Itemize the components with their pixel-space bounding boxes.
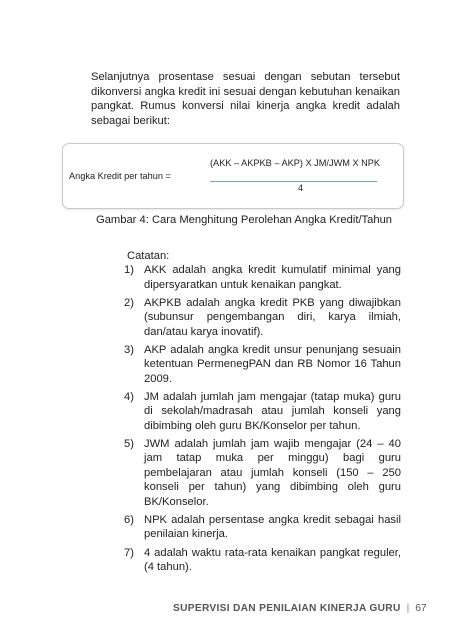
list-item [124,546,401,575]
list-item-text: JWM adalah jumlah jam wajib mengajar (24 – 40 jam tatap muka per minggu) bagi guru pembelajaran atau jumlah konseli (150 – 250 konseli per tahun) yang dibimbing oleh guru BK/Konselor. [144,437,401,508]
list-item [124,513,401,542]
list-item-text: 4 adalah waktu rata-rata kenaikan pangkat reguler, (4 tahun). [144,546,401,574]
footer-separator: | [406,603,410,614]
list-item-text: AKK adalah angka kredit kumulatif minimal yang dipersyaratkan untuk kenaikan pangkat. [144,264,401,291]
footer-title: SUPERVISI DAN PENILAIAN KINERJA GURU [173,603,401,614]
list-item-number: 5) [124,437,134,450]
list-item-text: JM adalah jumlah jam mengajar (tatap muka) guru di sekolah/madrasah atau jumlah konseli yang dibimbing oleh guru BK/Konselor per tahun. [144,390,401,432]
formula-box [62,143,404,209]
formula-numerator: (AKK – AKPKB – AKP) X JM/JWM X NPK [210,158,381,168]
list-item-text: AKP adalah angka kredit unsur penunjang sesuain ketentuan PermenegPAN dan RB Nomor 16 Tahun 2009. [144,343,401,385]
formula-fraction-line [210,181,377,182]
list-item-text: NPK adalah persentase angka kredit sebagai hasil penilaian kinerja. [144,513,401,541]
formula-lhs: Angka Kredit per tahun = [69,171,171,181]
intro-paragraph: Selanjutnya prosentase sesuai dengan sebutan tersebut dikonversi angka kredit ini sesuai dengan kebutuhan kenaikan pangkat. Rumus konversi nilai kinerja angka kredit adalah sebagai berikut: [91,71,400,127]
list-item-text: AKPKB adalah angka kredit PKB yang diwajibkan (subunsur pengembangan diri, karya ilmiah, dan/atau karya inovatif). [144,296,401,338]
list-item [124,390,401,434]
list-item [124,263,401,292]
list-item-number: 3) [124,343,134,356]
notes-list [124,263,401,578]
list-item-number: 7) [124,546,134,559]
formula-denominator: 4 [298,183,304,193]
list-item-number: 2) [124,296,134,309]
figure-caption: Gambar 4: Cara Menghitung Perolehan Angka Kredit/Tahun [96,214,393,226]
list-item [124,296,401,340]
list-item-number: 4) [124,390,134,403]
list-item [124,437,401,510]
page-footer [173,603,427,614]
page-number: 67 [415,603,427,614]
list-item [124,343,401,387]
list-item-number: 1) [124,264,134,276]
list-item-number: 6) [124,513,134,526]
notes-title: Catatan: [127,250,170,262]
